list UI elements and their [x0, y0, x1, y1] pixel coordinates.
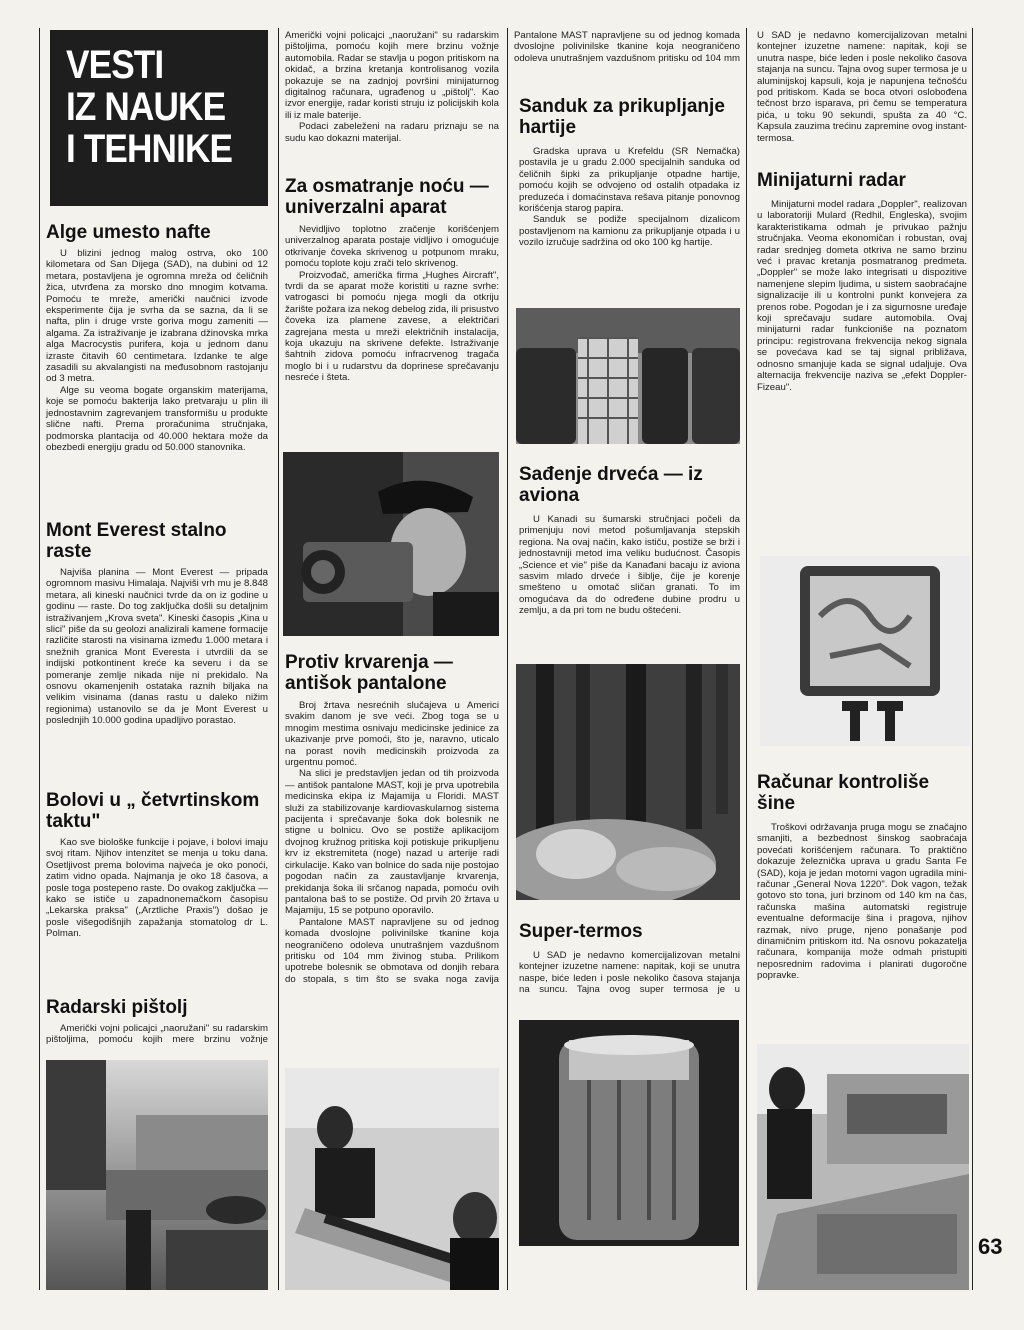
article-body-radar: Minijaturni model radara „Doppler", realizovan u laboratoriji Mulard (Redhil, Engleska), svojim karakteristikama odmah je privukao pažnju stručnjaka. Veoma ekonomičan i robustan, ovaj radar srednjeg dometa otkriva ne samo brzinu već i pravac kretanja posmatranog predmeta. „Doppler" se može lako integrisati u dispozitive namenjene slepim ljudima, u sistem saobraćajne signalizacije ili u kontrolni punkt konvejera za prenos robe. Pogodan je i za sigurnosne uređaje koji sprečavaju sudare automobila. Ovaj minijaturni radar funkcioniše na poznatom principu: registrovana frekvencija nekog signala se povećava kad se taj signal približava, odnosno smanjuje kada se signal udaljuje. Ova alternacija frekvencije naziva se „efekt Doppler-Fizeau". — [757, 199, 967, 393]
column-2-top — [285, 30, 499, 144]
column-1d — [46, 997, 268, 1046]
photo-night-camera-image — [283, 452, 499, 636]
column-4a — [757, 170, 967, 393]
article-body-supertermos: U SAD je nedavno komercijalizovan metalni kontejner izuzetne namene: napitak, koji se unutra naspe, biće leden i posle nekoliko časova stajanja na suncu. Tajna ovog super termosa je u — [519, 950, 740, 996]
article-body-sadjenje: U Kanadi su šumarski stručnjaci počeli da primenjuju novi metod pošumljavanja stepskih regiona. Na ovaj način, kako ističu, postiže se brži i jednostavniji metod ima veliku budućnost. Časopis „Science et vie" piše da Kanađani bacaju iz aviona sasvim mlado drveće i šiblje, čije je korenje smešteno u omotač sličan granati. To im omogućava da do određene dubine prodru u zemlju, a da pri tom ne budu oštećeni. — [519, 514, 740, 617]
article-title-sanduk: Sanduk za prikupljanje hartije — [519, 96, 725, 138]
photo-forest-image — [516, 664, 740, 900]
photo-night-camera-operator — [283, 452, 499, 636]
column-rule-2 — [507, 28, 508, 1290]
photo-bins-image — [516, 308, 740, 444]
column-1 — [46, 222, 268, 453]
article-title-everest: Mont Everest stalno raste — [46, 520, 227, 562]
left-border-rule — [39, 28, 40, 1290]
column-rule-1 — [278, 28, 279, 1290]
column-2b — [285, 652, 499, 985]
photo-radar-gun-street-image — [46, 1060, 268, 1290]
column-4b — [757, 772, 967, 982]
article-title-radar: Minijaturni radar — [757, 170, 906, 191]
article-title-supertermos: Super-termos — [519, 921, 643, 942]
article-body-alge: U blizini jednog malog ostrva, oko 100 kilometara od San Dijega (SAD), na dubini od 12 metara, postavljena je ogromna mreža od čeličnih žica, utvrđena za morsko dno mnogim kotvama. Pomoću te mreže, američki naučnici izvode eksperimente čija je svrha da se sazna, da li se nafta, plin i druge vrste goriva mogu zameniti — algama. Za istraživanje je izabrana džinovska mrka alga Macrocystis purifera, koja u jednom danu izraste čitavih 60 centimetara. Izdanke te alge zasadili su akvalangisti na međusobnom rastojanju od 3 metra. Alge su veoma bogate organskim materijama, koje se pomoću bakterija lako pretvaraju u plin ili jednostavnim zagrevanjem transformišu u produkte slične nafti. Prema proračunima stručnjaka, podmorska plantacija od 40.000 hektara može da obezbedi energiju gradu od 50.000 stanovnika. — [46, 248, 268, 453]
article-body-bolovi: Kao sve biološke funkcije i pojave, i bolovi imaju svoj ritam. Njihov intenzitet se menja u toku dana. Osetljivost prema bolovima najveća je oko ponoći, zatim vidno opada. Najmanja je oko 18 časova, a posle toga postepeno raste. Do ovakog zaključka — kako se ističe u zapadnonemačkom časopisu „Lekarska praksa" („Arztliche Praxis") došao je posle višegodišnjih zapažanja stomatolog dr L. Polman. — [46, 837, 268, 940]
article-title-osmatranje: Za osmatranje noću — univerzalni aparat — [285, 176, 489, 218]
photo-radar-gun-street — [46, 1060, 268, 1290]
photo-forest-seedlings — [516, 664, 740, 900]
right-border-rule — [972, 28, 973, 1290]
photo-radar-chip-image — [760, 556, 970, 746]
article-title-racunar: Računar kontroliše šine — [757, 772, 930, 814]
article-body-supertermos-cont: U SAD je nedavno komercijalizovan metalni kontejner izuzetne namene: napitak, koji se unutra naspe, biće leden i posle nekoliko časova stajanja na suncu. Tajna ovog super termosa je u aluminijskoj kapsuli, koja je napunjena tečnošću pod pritiskom. Kada se boca otvori oslobođena tečnost brzo isparava, pri čemu se temperatura pića, u toku 90 sekundi, spušta za 40 °C. Kapsula zauzima trećinu zapremine ovog instant-termosa. — [757, 30, 967, 144]
article-body-antisok: Broj žrtava nesrećnih slučajeva u Americi svakim danom je sve veći. Zbog toga se u mnogim mestima osnivaju medicinske jedinice za ukazivanje prve pomoći, što je, naravno, uticalo na porast novih medicinskih proizvoda za urgentnu pomoć. Na slici je predstavljen jedan od tih proizvoda — antišok pantalone MAST, koji je prva upotrebila medicinska ekipa iz Majamija u Floridi. MAST služi za stabilizovanje kardiovaskularnog sistema pacijenta i sprečavanje šoka dok bolesnik ne stigne u bolnicu. Ovo se postiže aplikacijom dvojnog kružnog pritiska koji potiskuje prikupljenu krv iz ekstremiteta (noge) nazad u arterije radi cirkulacije. Kako van bolnice do sada nije postojao pogodan način za zaustavljanje krvarenja, prekidanja šoka ili srčanog napada, pomoću ovih pantalona baš to se postiže. Od prvih 20 žrtava u Majamiju, 15 se potpuno oporavilo. Pantalone MAST napravljene su od jednog komada dvoslojne polivinilske tkanine koja neograničeno odoleva unutrašnjem vazdušnom pritisku od 104 mm živinog stuba. Prilikom upotrebe bolesnik se obmotava od donjih rebara do stopala, s tim što se svaka noga zavija — [285, 700, 499, 985]
column-rule-3 — [746, 28, 747, 1290]
photo-stretcher-patient — [285, 1068, 499, 1290]
column-3-top — [514, 30, 740, 64]
article-body-osmatranje: Nevidljivo toplotno zračenje korišćenjem univerzalnog aparata postaje vidljivo i omogućuje otkrivanje čoveka skrivenog u potpunom mraku, pomoću toplote koju zrači telo skrivenog. Proizvođač, američka firma „Hughes Aircraft", tvrdi da se aparat može koristiti u razne svrhe: vatrogasci bi pomoću njega mogli da otkriju žarište požara iza nekog debelog zida, ili prisustvo čoveka iza plamene zavese, a električari zagrejana mesta u mreži električnih instalacija, koja ukazuju na skrivene defekte. Istraživanje šahtnih zidova pomoću infracrvenog tragača moglo bi i u rudarstvu da doprinese sprečavanju nesreće i šteta. — [285, 224, 499, 384]
masthead-line-2: IZ NAUKE — [66, 85, 226, 129]
article-title-radarski: Radarski pištolj — [46, 997, 188, 1018]
column-2a — [285, 176, 499, 384]
article-title-sadjenje: Sađenje drveća — iz aviona — [519, 464, 703, 506]
article-title-alge: Alge umesto nafte — [46, 222, 211, 243]
column-3b — [519, 464, 740, 617]
article-body-sanduk: Gradska uprava u Krefeldu (SR Nemačka) postavila je u gradu 2.000 specijalnih sanduka od čeličnih šipki za prikupljanje otpadne hartije, pomoću kojih se odvojeno od ostalih otpadaka iz preduzeća i domaćinstava rešava pitanje ponovnog korišćenja starog papira. Sanduk se podiže specijalnom dizalicom postavljenom na kamionu za prikupljanje otpada i u vozilo izručuje sadržina od oko 100 kg hartije. — [519, 146, 740, 249]
article-title-antisok: Protiv krvarenja — antišok pantalone — [285, 652, 453, 694]
photo-miniature-radar-chip — [760, 556, 970, 746]
article-body-racunar: Troškovi održavanja pruga mogu se značajno smanjiti, a bezbednost šinskog saobraćaja povećati korišćenjem računara. To praktično dokazuje železnička uprava u gradu Santa Fe (SAD), koja je jedan motorni vagon ugradila mini-računar „General Nova 1220". Dok vagon, težak gotovo sto tona, juri brzinom od 140 km na čas, računska mašina automatski registruje eventualne deformacije šina i pragova, njihov razmak, nivo pruge, njeno ponašanje pod dinamičnim pritiskom itd. Na osnovu pokazatelja računara, kompanija može odmah pristupiti neposrednim radovima i planirati dugoročne popravke. — [757, 822, 967, 982]
photo-computer-rail-car — [757, 1044, 969, 1290]
article-body-radarski: Američki vojni policajci „naoružani" su radarskim pištoljima, pomoću kojih mere brzinu vožnje — [46, 1023, 268, 1046]
article-title-bolovi: Bolovi u „ četvrtinskom taktu" — [46, 790, 260, 832]
column-3a — [519, 96, 740, 249]
page-number: 63 — [978, 1234, 1003, 1259]
photo-super-thermos-can — [519, 1020, 739, 1246]
section-masthead — [50, 30, 268, 206]
column-1c — [46, 790, 268, 940]
photo-paper-collection-bins — [516, 308, 740, 444]
photo-thermos-image — [519, 1020, 739, 1246]
column-3c — [519, 921, 740, 996]
article-body-radarski-cont: Američki vojni policajci „naoružani" su radarskim pištoljima, pomoću kojih mere brzinu vožnje automobila. Radar se stavlja u pogon pritiskom na okidač, a brzina kretanja kontrolisanog vozila pokazuje se na zadnjoj površini minijaturnog digitalnog računara, ugrađenog u „pištolj". Kao izvor energije, radar koristi struju iz policijskih kola ili iz male baterije. Podaci zabeleženi na radaru priznaju se na sudu kao dokazni materijal. — [285, 30, 499, 144]
photo-stretcher-image — [285, 1068, 499, 1290]
article-body-antisok-cont: Pantalone MAST napravljene su od jednog komada dvoslojne polivinilske tkanine koja neograničeno odoleva unutrašnjem vazdušnom pritisku od 104 mm — [514, 30, 740, 64]
article-body-everest: Najviša planina — Mont Everest — pripada ogromnom masivu Himalaja. Najviši vrh mu je 8.848 metara, ali kineski naučnici tvrde da on iz godine u godinu — raste. Do tog zaključka došli su detaljnim istraživanjem „Krova sveta". Kineski časopis „Kina u slici" piše da su geolozi analizirali kamene formacije različite starosti na visinama između 1.000 metara i snežnih granica Mont Everesta i utvrdili da se indijski potkontinent kreće ka severu i da se pomeranje zemlje nikada nije ni prekidalo. Na osnovu okamenjenih ostataka raznih biljaka na velikim visinama (danas rastu u daleko nižim regionima) ustanovilo se da je Mont Everest u poslednjih 10.000 godina upadljivo porastao. — [46, 567, 268, 727]
column-1b — [46, 520, 268, 727]
column-4-top — [757, 30, 967, 144]
masthead-line-3: I TEHNIKE — [66, 127, 233, 171]
masthead-line-1: VESTI — [66, 43, 164, 87]
photo-rail-car-image — [757, 1044, 969, 1290]
